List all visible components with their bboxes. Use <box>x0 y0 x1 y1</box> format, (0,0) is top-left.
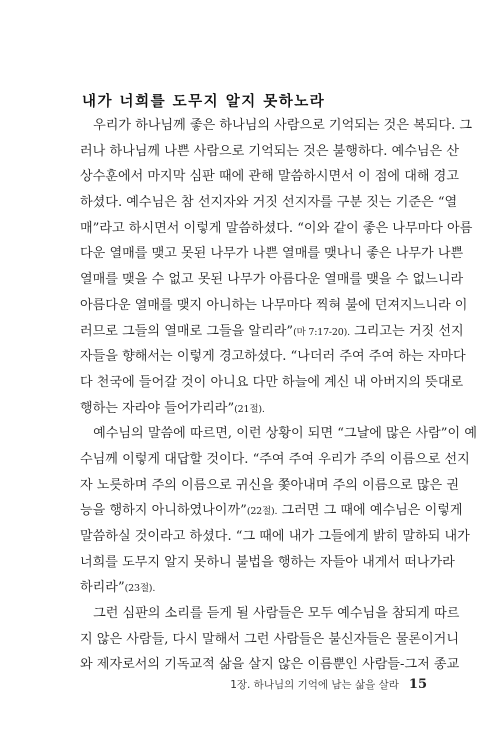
text-line: 상수훈에서 마지막 심판 때에 관해 말씀하시면서 이 점에 대해 경고 <box>80 169 459 185</box>
text-line: 열매를 맺을 수 없고 못된 나무가 아름다운 열매를 맺을 수 없느니라 <box>80 272 464 288</box>
text-line: 행하는 자라야 들어가리라”(21절). <box>80 400 265 416</box>
text-line: 하셨다. 예수님은 참 선지자와 거짓 선지자를 구분 짓는 기준은 “열 <box>80 195 458 211</box>
text-line: 하리라”(23절). <box>80 580 156 596</box>
text-line: 지 않은 사람들, 다시 말해서 그런 사람들은 불신자들은 물론이거니 <box>80 631 459 647</box>
text-line: 매”라고 하시면서 이렇게 말씀하셨다. “이와 같이 좋은 나무마다 아름 <box>80 220 473 236</box>
text-line: 자들을 향해서는 이렇게 경고하셨다. “나더러 주여 주여 하는 자마다 <box>80 349 466 365</box>
page-footer <box>230 677 427 692</box>
chapter-title: 1장. 하나님의 기억에 남는 삶을 살라 <box>230 679 399 691</box>
text-line: 러므로 그들의 열매로 그들을 알리라”(마 7:17-20). 그리고는 거짓 선지 <box>80 323 464 339</box>
verse-reference: (21절). <box>234 403 265 415</box>
verse-reference: (23절). <box>124 583 156 595</box>
verse-reference: (마 7:17-20). <box>293 326 350 338</box>
text-line: 너희를 도무지 알지 못하니 불법을 행하는 자들아 내게서 떠나가라 <box>80 554 455 570</box>
text-line: 말씀하실 것이라고 하셨다. “그 때에 내가 그들에게 밝히 말하되 내가 <box>80 529 470 544</box>
page-number: 15 <box>408 677 427 692</box>
text-line: 예수님의 말씀에 따르면, 이런 상황이 되면 “그날에 많은 사람”이 예 <box>93 426 477 442</box>
section-heading: 내가 너희를 도무지 알지 못하노라 <box>82 94 326 110</box>
verse-reference: (22절). <box>246 506 278 518</box>
text-line: 다운 열매를 맺고 못된 나무가 나쁜 열매를 맺나니 좋은 나무가 나쁜 <box>80 246 464 262</box>
text-line: 수님께 이렇게 대답할 것이다. “주여 주여 우리가 주의 이름으로 선지 <box>80 451 470 467</box>
text-line: 그런 심판의 소리를 듣게 될 사람들은 모두 예수님을 참되게 따르 <box>93 606 460 622</box>
text-line: 능을 행하지 아니하였나이까”(22절). 그러면 그 때에 예수님은 이렇게 <box>80 503 463 519</box>
text-line: 아름다운 열매를 맺지 아니하는 나무마다 찍혀 불에 던져지느니라 이 <box>80 297 468 313</box>
text-line: 자 노릇하며 주의 이름으로 귀신을 쫓아내며 주의 이름으로 많은 권 <box>80 477 459 493</box>
text-line: 다 천국에 들어갈 것이 아니요 다만 하늘에 계신 내 아버지의 뜻대로 <box>80 374 464 390</box>
text-line: 와 제자로서의 기독교적 삶을 살지 않은 이름뿐인 사람들-그저 종교 <box>80 657 460 673</box>
text-line: 러나 하나님께 나쁜 사람으로 기억되는 것은 불행하다. 예수님은 산 <box>80 143 459 159</box>
body-text <box>80 113 477 678</box>
text-line: 우리가 하나님께 좋은 하나님의 사람으로 기억되는 것은 복되다. 그 <box>93 118 473 133</box>
